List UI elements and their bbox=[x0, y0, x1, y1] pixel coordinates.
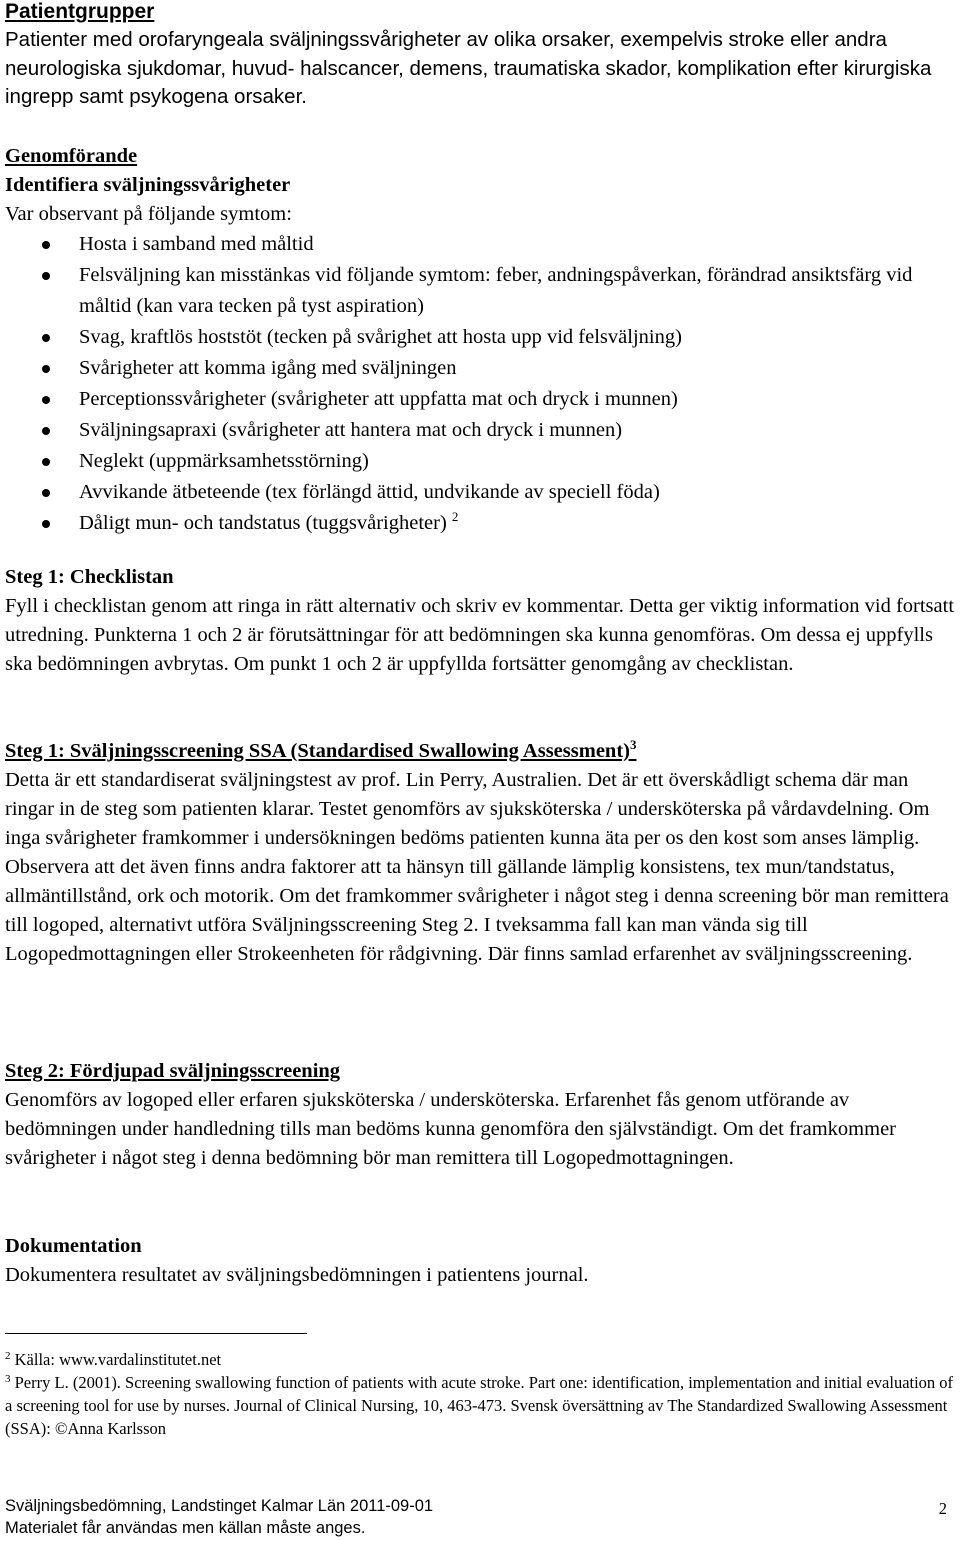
list-item-text: Sväljningsapraxi (svårigheter att hantera mat och dryck i munnen) bbox=[79, 419, 623, 441]
list-item-text: Dåligt mun- och tandstatus (tuggsvårigheter) bbox=[79, 512, 447, 534]
footer-line: Sväljningsbedömning, Landstinget Kalmar Län 2011-09-01 bbox=[5, 1497, 434, 1515]
list-item-text: Svårigheter att komma igång med sväljningen bbox=[79, 357, 457, 379]
section-text: Detta är ett standardiserat sväljningstest av prof. Lin Perry, Australien. Det är ett överskådligt schema där man ringar in de steg som patienten klarar. Testet genomförs av sjuksköterska / undersköterska på vårdavdelning. Om inga svårigheter framkommer i undersökningen bedöms patienten kunna äta per os den kost som anses lämplig. Observera att det även finns andra faktorer att ta hänsyn till gällande lämplig konsistens, tex mun/tandstatus, allmäntillstånd, ork och motorik. Om det framkommer svårigheter i något steg i denna screening bör man remittera till logoped, alternativt utföra Sväljningsscreening Steg 2. I tveksamma fall kan man vända sig till Logopedmottagningen eller Strokeenheten för rådgivning. Där finns samlad erfarenhet av sväljningsscreening. bbox=[5, 769, 949, 965]
footnote-text: Perry L. (2001). Screening swallowing function of patients with acute stroke. Part one: identification, implementation and initial evaluation of a screening tool for use by nurses. Journal of Clinical Nursing, 10, 463-473. Svensk översättning av The Standardized Swallowing Assessment (SSA): ©Anna Karlsson bbox=[5, 1373, 954, 1438]
section-documentation bbox=[5, 1232, 955, 1290]
list-item bbox=[5, 415, 955, 446]
section-subheading: Identifiera sväljningssvårigheter bbox=[5, 174, 291, 196]
section-intro: Var observant på följande symtom: bbox=[5, 203, 292, 225]
bullet-icon bbox=[42, 334, 50, 342]
bullet-icon bbox=[42, 489, 50, 497]
section-heading: Genomförande bbox=[5, 145, 138, 167]
section-heading-text: Steg 1: Sväljningsscreening SSA (Standardised Swallowing Assessment) bbox=[5, 740, 630, 762]
footnotes bbox=[5, 1348, 955, 1440]
footnote bbox=[5, 1371, 955, 1440]
bullet-icon bbox=[42, 241, 50, 249]
footnote-text: Källa: www.vardalinstitutet.net bbox=[14, 1350, 222, 1369]
list-item bbox=[5, 508, 955, 539]
footnote-ref[interactable]: 3 bbox=[629, 737, 637, 752]
list-item-text: Felsväljning kan misstänkas vid följande symtom: feber, andningspåverkan, förändrad ansiktsfärg vid måltid (kan vara tecken på tyst aspiration) bbox=[79, 264, 913, 317]
section-patient-groups bbox=[5, 0, 955, 112]
section-text: Genomförs av logoped eller erfaren sjuksköterska / undersköterska. Erfarenhet fås genom utförande av bedömningen under handledning tills man bedöms kunna genomföra den självständigt. Om det framkommer svårigheter i något steg i denna bedömning bör man remittera till Logopedmottagningen. bbox=[5, 1089, 896, 1169]
list-item bbox=[5, 446, 955, 477]
footer-line: Materialet får användas men källan måste anges. bbox=[5, 1519, 366, 1537]
symptom-list bbox=[5, 229, 955, 539]
section-heading: Patientgrupper bbox=[5, 0, 155, 23]
section-step2 bbox=[5, 1057, 955, 1173]
list-item bbox=[5, 477, 955, 508]
footnote-number: 3 bbox=[5, 1373, 11, 1385]
footnote-number: 2 bbox=[5, 1350, 11, 1362]
section-heading: Dokumentation bbox=[5, 1235, 142, 1257]
section-step1-ssa bbox=[5, 737, 955, 969]
section-text: Fyll i checklistan genom att ringa in rätt alternativ och skriv ev kommentar. Detta ger viktig information vid fortsatt utredning. Punkterna 1 och 2 är förutsättningar för att bedömningen ska kunna genomföras. Om dessa ej uppfylls ska bedömningen avbrytas. Om punkt 1 och 2 är uppfyllda fortsätter genomgång av checklistan. bbox=[5, 595, 955, 675]
section-procedure bbox=[5, 142, 955, 539]
section-heading bbox=[5, 737, 955, 766]
section-heading: Steg 2: Fördjupad sväljningsscreening bbox=[5, 1060, 341, 1082]
page-number: 2 bbox=[938, 1499, 947, 1518]
section-heading: Steg 1: Checklistan bbox=[5, 566, 174, 588]
list-item-text: Neglekt (uppmärksamhetsstörning) bbox=[79, 450, 369, 472]
footnote-divider bbox=[5, 1333, 307, 1334]
list-item-text: Hosta i samband med måltid bbox=[79, 233, 314, 255]
bullet-icon bbox=[42, 458, 50, 466]
list-item bbox=[5, 384, 955, 415]
bullet-icon bbox=[42, 520, 50, 528]
section-step1-checklist bbox=[5, 563, 955, 679]
footnote-ref[interactable]: 2 bbox=[451, 509, 459, 524]
list-item-text: Svag, kraftlös hoststöt (tecken på svårighet att hosta upp vid felsväljning) bbox=[79, 326, 682, 348]
list-item bbox=[5, 322, 955, 353]
bullet-icon bbox=[42, 365, 50, 373]
page-footer bbox=[5, 1495, 955, 1539]
section-text: Patienter med orofaryngeala sväljningssvårigheter av olika orsaker, exempelvis stroke eller andra neurologiska sjukdomar, huvud- halscancer, demens, traumatiska skador, komplikation efter kirurgiska ingrepp samt psykogena orsaker. bbox=[5, 28, 932, 108]
bullet-icon bbox=[42, 427, 50, 435]
list-item bbox=[5, 353, 955, 384]
list-item bbox=[5, 229, 955, 260]
list-item-text: Avvikande ätbeteende (tex förlängd ättid, undvikande av speciell föda) bbox=[79, 481, 660, 503]
list-item bbox=[5, 260, 955, 322]
footnote bbox=[5, 1348, 955, 1371]
section-text: Dokumentera resultatet av sväljningsbedömningen i patientens journal. bbox=[5, 1264, 589, 1286]
bullet-icon bbox=[42, 272, 50, 280]
list-item-text: Perceptionssvårigheter (svårigheter att uppfatta mat och dryck i munnen) bbox=[79, 388, 678, 410]
bullet-icon bbox=[42, 396, 50, 404]
